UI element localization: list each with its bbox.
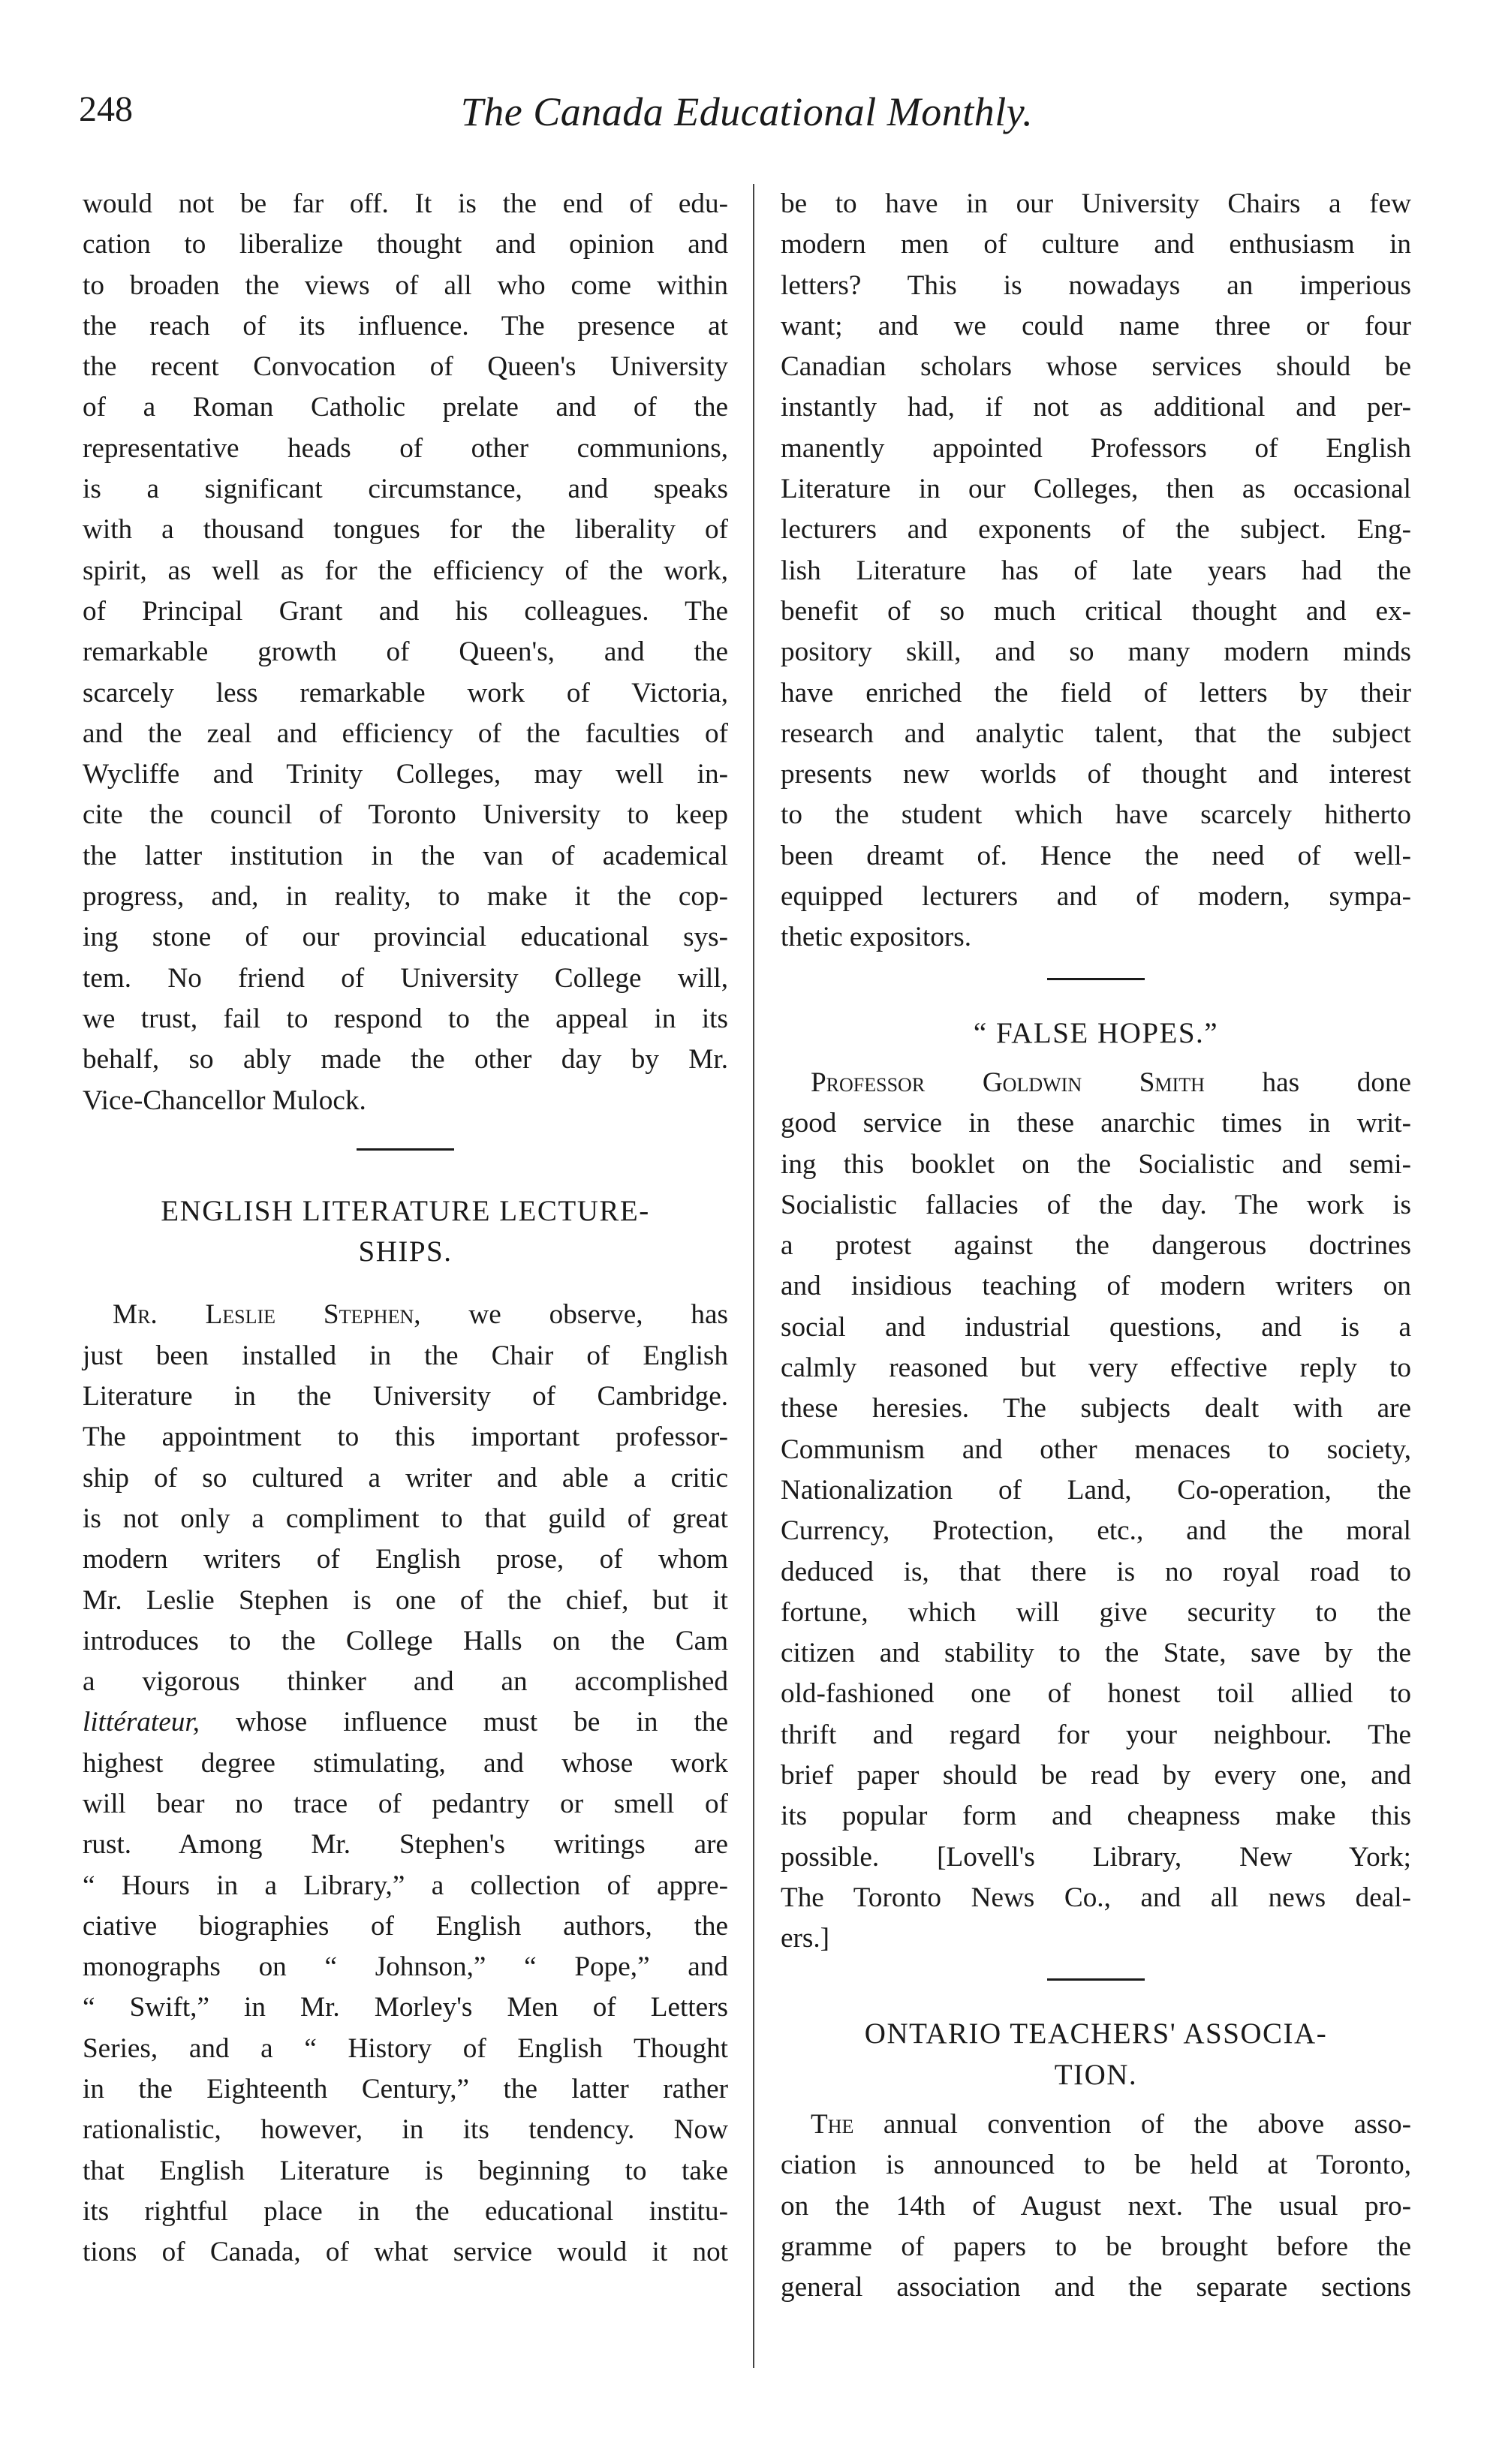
section-divider <box>357 1148 454 1151</box>
text-line: citizen and stability to the State, save by the <box>781 1638 1411 1669</box>
article-heading: TION. <box>1054 2058 1138 2091</box>
text-line: monographs on “ Johnson,” “ Pope,” and <box>83 1951 728 1983</box>
text-line: of Principal Grant and his colleagues. The <box>83 595 728 627</box>
text-line <box>781 1063 1411 1103</box>
text-line: a protest against the dangerous doctrines <box>781 1230 1411 1262</box>
text-line: ing this booklet on the Socialistic and semi- <box>781 1148 1411 1180</box>
text-line: just been installed in the Chair of English <box>83 1340 728 1371</box>
text-line: fortune, which will give security to the <box>781 1596 1411 1628</box>
text-line: The Toronto News Co., and all news deal- <box>781 1882 1411 1913</box>
text-line: Nationalization of Land, Co-operation, the <box>781 1474 1411 1506</box>
page-number: 248 <box>79 89 133 129</box>
text-line: The appointment to this important professor- <box>83 1422 728 1453</box>
continued-paragraph <box>781 184 1411 958</box>
text-line: its popular form and cheapness make this <box>781 1801 1411 1832</box>
text-line: Literature in our Colleges, then as occasional <box>781 474 1411 505</box>
text-line: of a Roman Catholic prelate and of the <box>83 392 728 423</box>
text-line: modern writers of English prose, of whom <box>83 1544 728 1575</box>
lead-in-rest: we observe, has <box>420 1299 728 1331</box>
text-line: cation to liberalize thought and opinion and <box>83 229 728 260</box>
lead-in-small-caps: Mr. Leslie Stephen, <box>113 1299 421 1331</box>
article-heading: “ FALSE HOPES.” <box>973 1016 1219 1049</box>
text-line: Literature in the University of Cambridge. <box>83 1381 728 1413</box>
text-line: scarcely less remarkable work of Victoria, <box>83 677 728 709</box>
text-line: cite the council of Toronto University to keep <box>83 799 728 831</box>
text-line: to broaden the views of all who come within <box>83 269 728 301</box>
text-line: old-fashioned one of honest toil allied to <box>781 1678 1411 1710</box>
text-line: Currency, Protection, etc., and the moral <box>781 1515 1411 1547</box>
text-line: presents new worlds of thought and interest <box>781 759 1411 790</box>
text-line: behalf, so ably made the other day by Mr. <box>83 1044 728 1076</box>
text-line: will bear no trace of pedantry or smell of <box>83 1788 728 1819</box>
text-line: remarkable growth of Queen's, and the <box>83 636 728 668</box>
text-line: Socialistic fallacies of the day. The work is <box>781 1189 1411 1220</box>
text-line: we trust, fail to respond to the appeal in its <box>83 1003 728 1034</box>
article-heading: ENGLISH LITERATURE LECTURE- <box>161 1194 650 1227</box>
text-line: gramme of papers to be brought before the <box>781 2231 1411 2262</box>
text-line: “ Swift,” in Mr. Morley's Men of Letters <box>83 1992 728 2023</box>
english-literature-article <box>83 1191 728 2273</box>
left-column <box>83 184 728 2273</box>
running-title: The Canada Educational Monthly. <box>460 89 1034 134</box>
text-line: Wycliffe and Trinity Colleges, may well in- <box>83 759 728 790</box>
text-line: ciative biographies of English authors, the <box>83 1910 728 1942</box>
text-line: on the 14th of August next. The usual pro- <box>781 2190 1411 2222</box>
lead-in-small-caps: Professor Goldwin Smith <box>811 1067 1205 1098</box>
text-line: a vigorous thinker and an accomplished <box>83 1666 728 1698</box>
text-span: whose influence must be in the <box>199 1707 728 1738</box>
text-line: ing stone of our provincial educational sys- <box>83 922 728 953</box>
text-line: lecturers and exponents of the subject. Eng- <box>781 514 1411 546</box>
text-line: thetic expositors. <box>781 922 972 953</box>
text-line: calmly reasoned but very effective reply to <box>781 1352 1411 1384</box>
text-line: thrift and regard for your neighbour. The <box>781 1719 1411 1750</box>
text-line: introduces to the College Halls on the Cam <box>83 1625 728 1656</box>
text-line: representative heads of other communions, <box>83 432 728 464</box>
text-line: the recent Convocation of Queen's University <box>83 351 728 383</box>
text-line: the reach of its influence. The presence at <box>83 310 728 341</box>
column-divider <box>753 184 754 2368</box>
text-line: would not be far off. It is the end of edu- <box>83 188 728 219</box>
italic-word: littérateur, <box>83 1707 200 1738</box>
text-line: letters? This is nowadays an imperious <box>781 269 1411 301</box>
text-line: pository skill, and so many modern minds <box>781 636 1411 668</box>
text-line: highest degree stimulating, and whose work <box>83 1747 728 1779</box>
text-line: benefit of so much critical thought and ex- <box>781 595 1411 627</box>
text-line: general association and the separate sections <box>781 2272 1411 2303</box>
right-column <box>781 184 1411 2309</box>
text-line: lish Literature has of late years had the <box>781 555 1411 586</box>
text-line: rationalistic, however, in its tendency. Now <box>83 2114 728 2146</box>
text-line: deduced is, that there is no royal road to <box>781 1556 1411 1587</box>
text-line: that English Literature is beginning to take <box>83 2155 728 2186</box>
text-line: to the student which have scarcely hitherto <box>781 799 1411 831</box>
closing-paragraph <box>83 184 728 1121</box>
section-divider <box>1047 978 1145 980</box>
text-line: rust. Among Mr. Stephen's writings are <box>83 1829 728 1861</box>
lead-in-rest: has done <box>1204 1067 1412 1098</box>
text-line: good service in these anarchic times in writ- <box>781 1108 1411 1139</box>
text-line: social and industrial questions, and is a <box>781 1311 1411 1343</box>
text-line: “ Hours in a Library,” a collection of appre- <box>83 1870 728 1901</box>
page-header <box>79 89 1415 149</box>
text-line: Communism and other menaces to society, <box>781 1434 1411 1465</box>
text-line: ship of so cultured a writer and able a critic <box>83 1462 728 1494</box>
text-line <box>83 1295 728 1335</box>
text-line: have enriched the field of letters by their <box>781 677 1411 709</box>
text-line: and insidious teaching of modern writers on <box>781 1271 1411 1302</box>
false-hopes-article <box>781 1013 1411 1960</box>
text-line: been dreamt of. Hence the need of well- <box>781 840 1411 871</box>
lead-in-rest: annual convention of the above asso- <box>853 2109 1411 2141</box>
section-divider <box>1047 1978 1145 1981</box>
text-line: want; and we could name three or four <box>781 310 1411 341</box>
text-line: with a thousand tongues for the liberality of <box>83 514 728 546</box>
text-line: brief paper should be read by every one, and <box>781 1759 1411 1791</box>
text-line: modern men of culture and enthusiasm in <box>781 229 1411 260</box>
text-line: spirit, as well as for the efficiency of the work, <box>83 555 728 586</box>
lead-in-small-caps: The <box>811 2109 854 2141</box>
text-line <box>781 2104 1411 2145</box>
text-line: is a significant circumstance, and speaks <box>83 474 728 505</box>
text-line: equipped lecturers and of modern, sympa- <box>781 881 1411 913</box>
text-line: manently appointed Professors of English <box>781 432 1411 464</box>
text-line <box>83 1702 728 1743</box>
text-line: research and analytic talent, that the subject <box>781 718 1411 749</box>
text-line: be to have in our University Chairs a few <box>781 188 1411 219</box>
article-heading: SHIPS. <box>358 1235 453 1268</box>
article-heading: ONTARIO TEACHERS' ASSOCIA- <box>864 2017 1328 2050</box>
text-line: Canadian scholars whose services should be <box>781 351 1411 383</box>
text-line: Vice-Chancellor Mulock. <box>83 1085 366 1116</box>
text-line: the latter institution in the van of academical <box>83 840 728 871</box>
text-line: ciation is announced to be held at Toronto, <box>781 2150 1411 2181</box>
text-line: Series, and a “ History of English Thought <box>83 2032 728 2064</box>
text-line: tions of Canada, of what service would it not <box>83 2237 728 2268</box>
text-line: possible. [Lovell's Library, New York; <box>781 1841 1411 1873</box>
text-line: in the Eighteenth Century,” the latter rather <box>83 2074 728 2105</box>
text-line: tem. No friend of University College will, <box>83 962 728 994</box>
text-line: is not only a compliment to that guild of great <box>83 1503 728 1534</box>
text-line: ers.] <box>781 1923 830 1954</box>
text-line: its rightful place in the educational institu- <box>83 2195 728 2227</box>
text-line: Mr. Leslie Stephen is one of the chief, but it <box>83 1584 728 1616</box>
text-line: these heresies. The subjects dealt with are <box>781 1393 1411 1425</box>
text-line: instantly had, if not as additional and per- <box>781 392 1411 423</box>
text-line: progress, and, in reality, to make it the cop- <box>83 881 728 913</box>
text-line: and the zeal and efficiency of the faculties of <box>83 718 728 749</box>
ontario-teachers-article <box>781 2014 1411 2308</box>
